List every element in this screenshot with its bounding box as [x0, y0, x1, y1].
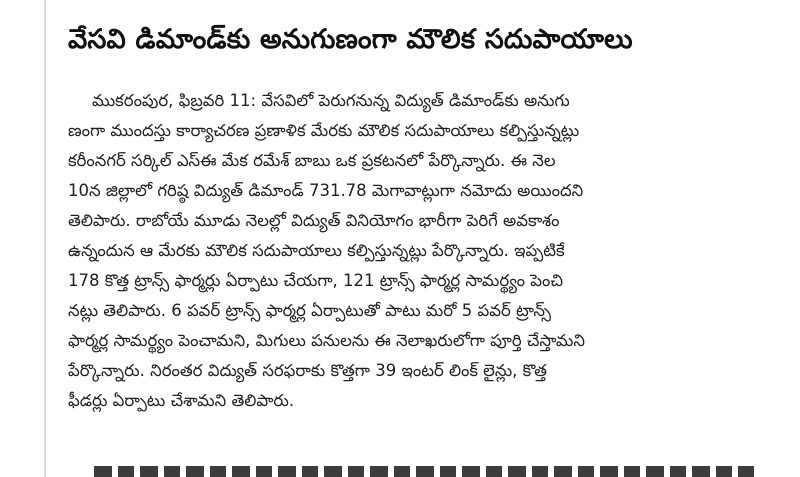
- article-line: నట్లు తెలిపారు. 6 పవర్ ట్రాన్స్ ఫార్మర్ల ఏర్పాటుతో పాటు మరో 5 పవర్ ట్రాన్స్: [68, 301, 551, 320]
- article-line: తెలిపారు. రాబోయే మూడు నెలల్లో విద్యుత్ వినియోగం భారీగా పెరిగే అవకాశం: [68, 211, 560, 230]
- article-line: ముకరంపుర, ఫిబ్రవరి 11: వేసవిలో పెరుగనున్న విద్యుత్ డిమాండ్‌కు అనుగు: [92, 91, 570, 110]
- article-headline: వేసవి డిమాండ్‌కు అనుగుణంగా మౌలిక సదుపాయాలు: [68, 24, 633, 55]
- article-body: [68, 86, 780, 416]
- article-line: 178 కొత్త ట్రాన్స్ ఫార్మర్లు ఏర్పాటు చేయగా, 121 ట్రాన్స్ ఫార్మర్ల సామర్థ్యం పెంచి: [68, 271, 563, 290]
- article-line: కరీంనగర్ సర్కిల్ ఎస్ఈ మేక రమేశ్ బాబు ఒక ప్రకటనలో పేర్కొన్నారు. ఈ నెల: [68, 151, 556, 170]
- cropped-next-headline: [94, 466, 754, 477]
- article-line: ఫార్మర్ల సామర్థ్యం పెంచామని, మిగులు పనులను ఈ నెలాఖరులోగా పూర్తి చేస్తామని: [68, 331, 585, 350]
- article-line: 10న జిల్లాలో గరిష్ఠ విద్యుత్ డిమాండ్ 731.78 మెగావాట్లుగా నమోదు అయిందని: [68, 181, 584, 200]
- article-line: ణంగా ముందస్తు కార్యాచరణ ప్రణాళిక మేరకు మౌలిక సదుపాయాలు కల్పిస్తున్నట్లు: [68, 121, 580, 140]
- article-line: ఉన్నందున ఆ మేరకు మౌలిక సదుపాయాలు కల్పిస్తున్నట్లు పేర్కొన్నారు. ఇప్పటికే: [68, 241, 565, 260]
- article-line: పేర్కొన్నారు. నిరంతర విద్యుత్ సరఫరాకు కొత్తగా 39 ఇంటర్ లింక్ లైన్లు, కొత్త: [68, 361, 547, 380]
- article-line: ఫీడర్లు ఏర్పాటు చేశామని తెలిపారు.: [68, 391, 295, 410]
- column-divider: [44, 0, 46, 477]
